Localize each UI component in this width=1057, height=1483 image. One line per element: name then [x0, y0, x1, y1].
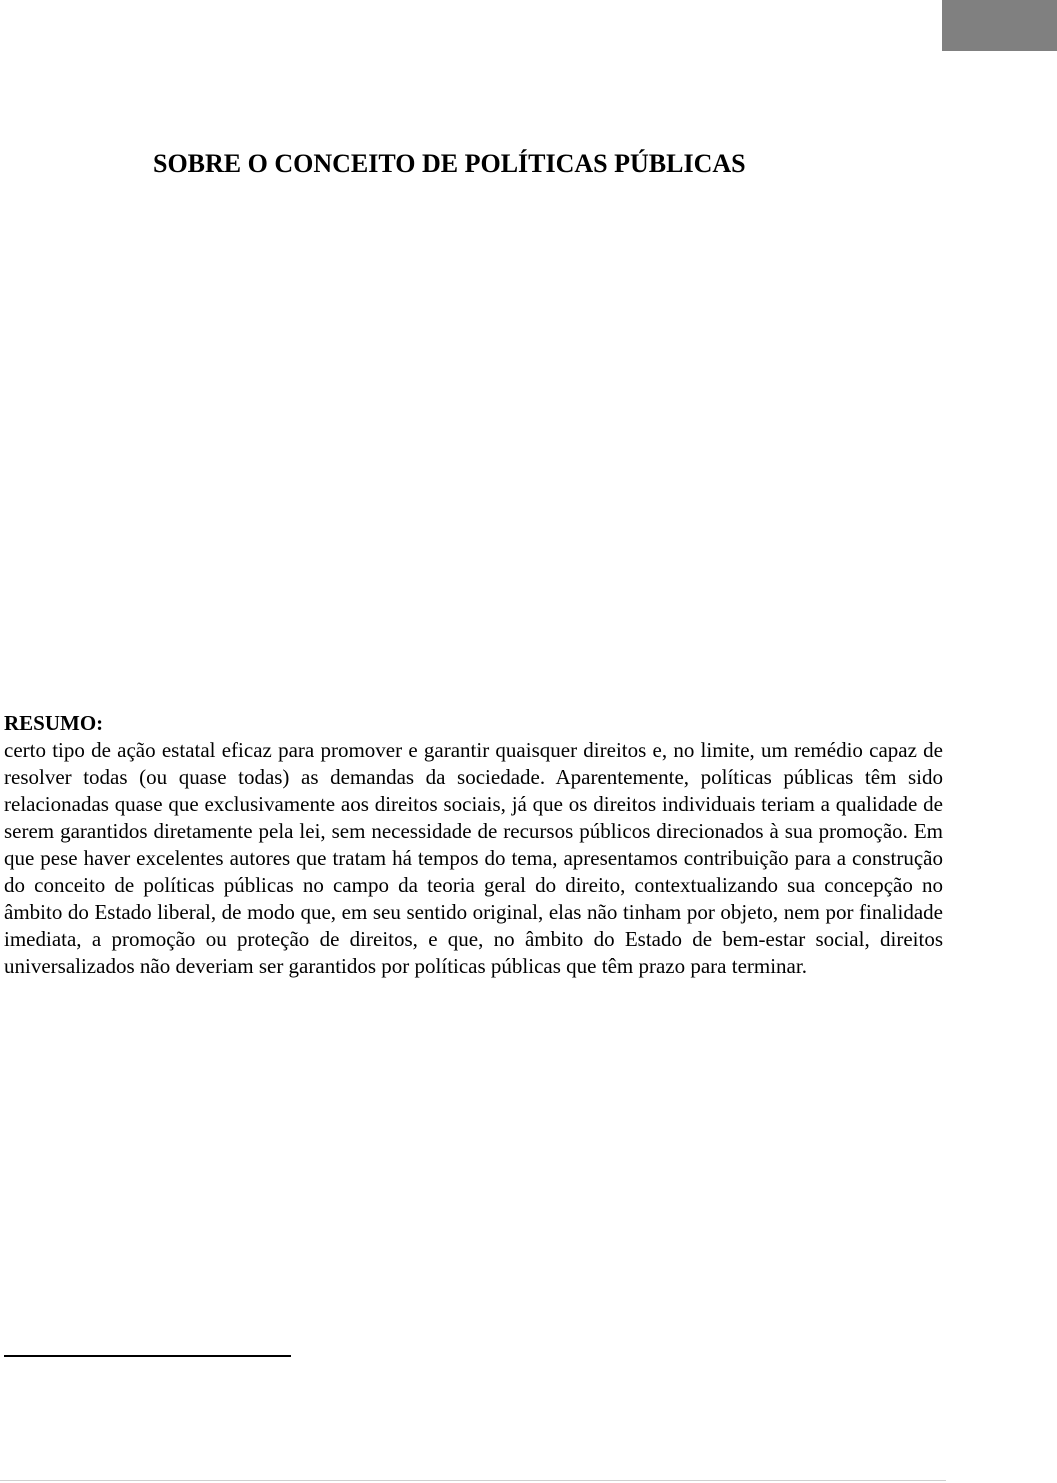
abstract-section: [4, 710, 943, 980]
abstract-text: certo tipo de ação estatal eficaz para promover e garantir quaisquer direitos e, no limite, um remédio capaz de resolver todas (ou quase todas) as demandas da sociedade. Aparentemente, políticas públicas têm sido relacionadas quase que exclusivamente aos direitos sociais, já que os direitos individuais teriam a qualidade de serem garantidos diretamente pela lei, sem necessidade de recursos públicos direcionados à sua promoção. Em que pese haver excelentes autores que tratam há tempos do tema, apresentamos contribuição para a construção do conceito de políticas públicas no campo da teoria geral do direito, contextualizando sua concepção no âmbito do Estado liberal, de modo que, em seu sentido original, elas não tinham por objeto, nem por finalidade imediata, a promoção ou proteção de direitos, e que, no âmbito do Estado de bem-estar social, direitos universalizados não deveriam ser garantidos por políticas públicas que têm prazo para terminar.: [4, 738, 943, 978]
abstract-label: RESUMO:: [4, 711, 104, 735]
page-title: SOBRE O CONCEITO DE POLÍTICAS PÚBLICAS: [153, 149, 746, 178]
page-bottom-divider: [0, 1480, 946, 1481]
footnote-separator: [4, 1355, 291, 1357]
corner-tab-marker: [942, 0, 1057, 51]
